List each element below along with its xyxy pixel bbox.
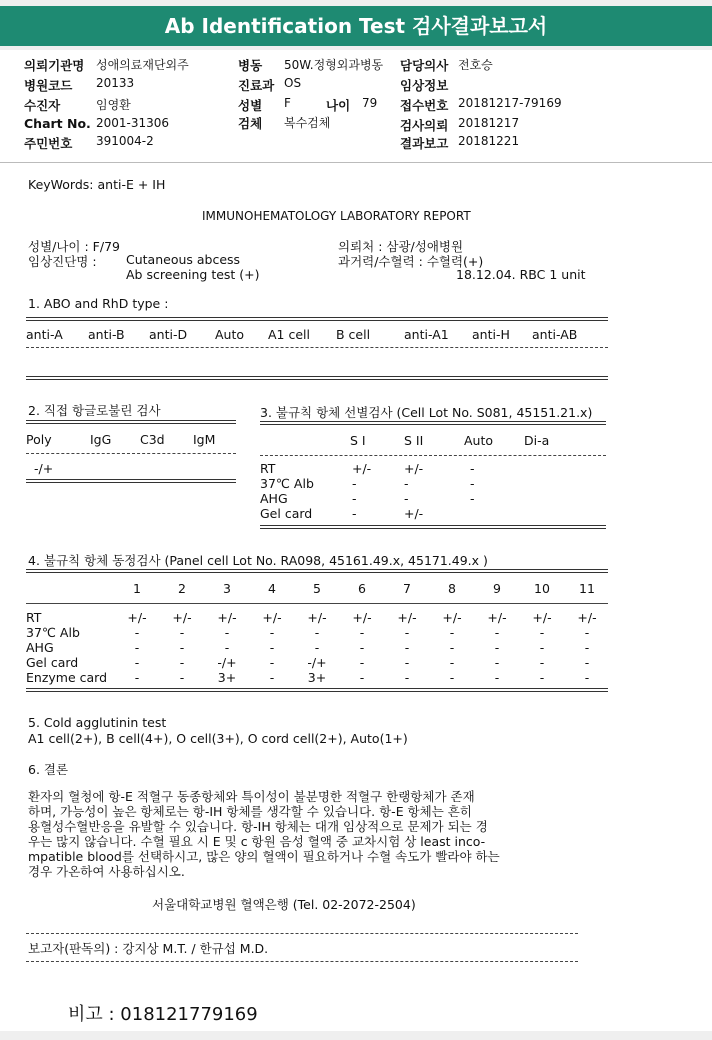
screen-cell: - [352, 506, 357, 521]
panel-cell: - [404, 655, 410, 670]
divider [26, 317, 608, 321]
blood-bank: 서울대학교병원 혈액은행 (Tel. 02-2072-2504) [152, 897, 416, 912]
panel-cell: - [449, 655, 455, 670]
requester: 의뢰처 : 삼광/성애병원 [338, 239, 464, 254]
dat-value: -/+ [34, 461, 54, 476]
divider [26, 453, 236, 454]
panel-cell: - [539, 670, 545, 685]
screen-cell: - [404, 476, 409, 491]
panel-cell: - [179, 625, 185, 640]
panel-cell: +/- [577, 610, 597, 625]
section1-title: 1. ABO and RhD type : [28, 296, 169, 311]
value-age: 79 [362, 96, 378, 110]
value-physician: 전호승 [458, 58, 493, 72]
panel-cell: -/+ [307, 655, 327, 670]
conclusion-line: 용혈성수혈반응을 유발할 수 있습니다. 항-IH 항체는 대개 임상적으로 문제가 되는 경 [28, 819, 488, 834]
label-clinical-info: 임상정보 [400, 78, 449, 93]
screen-header-1: S II [404, 433, 424, 448]
panel-cell: +/- [397, 610, 417, 625]
label-result-report: 결과보고 [400, 136, 449, 151]
panel-row-label: Gel card [26, 655, 79, 670]
label-test-request: 검사의뢰 [400, 118, 449, 133]
panel-cell: - [269, 640, 275, 655]
divider [26, 569, 608, 573]
value-specimen: 복수검체 [284, 116, 331, 130]
screen-cell: - [404, 491, 409, 506]
panel-cell: - [134, 625, 140, 640]
label-age: 나이 [326, 98, 351, 113]
abo-header-4: A1 cell [268, 327, 310, 342]
panel-cell: - [134, 655, 140, 670]
label-receipt-no: 접수번호 [400, 98, 449, 113]
sex-age: 성별/나이 : F/79 [28, 239, 120, 254]
screen-header-2: Auto [464, 433, 494, 448]
dat-header-2: C3d [140, 432, 165, 447]
label-physician: 담당의사 [400, 58, 449, 73]
value-patient: 임영환 [96, 98, 131, 112]
cold-agglutinin-result: A1 cell(2+), B cell(4+), O cell(3+), O cord cell(2+), Auto(1+) [28, 731, 408, 746]
panel-cell: - [584, 670, 590, 685]
conclusion-line: 환자의 혈청에 항-E 적혈구 동종항체와 특이성이 불분명한 적혈구 한랭항체가 존재 [28, 789, 475, 804]
divider [260, 455, 606, 456]
panel-col-8: 8 [448, 581, 456, 596]
abo-header-1: anti-B [88, 327, 125, 342]
screen-row-label: AHG [260, 491, 288, 506]
abo-header-3: Auto [215, 327, 245, 342]
panel-cell: - [269, 655, 275, 670]
panel-cell: +/- [487, 610, 507, 625]
label-department: 진료과 [238, 78, 275, 93]
label-ward: 병동 [238, 58, 263, 73]
panel-cell: - [179, 655, 185, 670]
dat-header-0: Poly [26, 432, 52, 447]
scanned-report [0, 162, 712, 1031]
divider [26, 688, 608, 692]
panel-col-9: 9 [493, 581, 501, 596]
panel-cell: - [449, 670, 455, 685]
panel-row-label: AHG [26, 640, 54, 655]
panel-cell: +/- [217, 610, 237, 625]
screen-header-0: S I [350, 433, 366, 448]
panel-cell: +/- [442, 610, 462, 625]
panel-cell: - [494, 625, 500, 640]
panel-cell: - [314, 625, 320, 640]
panel-cell: +/- [127, 610, 147, 625]
conclusion-line: 하며, 가능성이 높은 항체로는 항-IH 항체를 생각할 수 있습니다. 항-E 항체는 흔히 [28, 804, 472, 819]
value-chart-no: 2001-31306 [96, 116, 170, 130]
conclusion-line: 경우 가온하여 사용하십시오. [28, 864, 185, 879]
keywords: KeyWords: anti-E + IH [28, 177, 166, 192]
screen-row-label: RT [260, 461, 276, 476]
panel-cell: - [179, 640, 185, 655]
label-chart-no: Chart No. [24, 116, 91, 131]
panel-cell: - [584, 625, 590, 640]
value-test-request: 20181217 [458, 116, 520, 130]
diagnosis-label: 임상진단명 : [28, 254, 97, 269]
panel-cell: - [224, 640, 230, 655]
screen-cell: - [470, 491, 475, 506]
panel-cell: - [179, 670, 185, 685]
panel-cell: +/- [307, 610, 327, 625]
panel-cell: +/- [262, 610, 282, 625]
screen-cell: - [352, 491, 357, 506]
value-sex: F [284, 96, 291, 110]
panel-cell: - [494, 655, 500, 670]
conclusion-line: 우는 많지 않습니다. 수혈 필요 시 E 및 c 항원 음성 혈액 중 교차시험 상 least inco- [28, 834, 486, 849]
screen-cell: - [352, 476, 357, 491]
panel-col-4: 4 [268, 581, 276, 596]
value-result-report: 20181221 [458, 134, 520, 148]
dat-header-1: IgG [90, 432, 112, 447]
panel-col-6: 6 [358, 581, 366, 596]
divider [26, 961, 578, 962]
panel-cell: - [359, 655, 365, 670]
panel-cell: -/+ [217, 655, 237, 670]
transfusion-history: 과거력/수혈력 : 수혈력(+) [338, 254, 484, 269]
abo-header-5: B cell [336, 327, 371, 342]
panel-cell: - [539, 655, 545, 670]
divider [26, 376, 608, 380]
panel-col-2: 2 [178, 581, 186, 596]
value-receipt-no: 20181217-79169 [458, 96, 562, 110]
panel-cell: - [269, 625, 275, 640]
panel-col-11: 11 [579, 581, 595, 596]
abo-header-7: anti-H [472, 327, 510, 342]
report-heading: IMMUNOHEMATOLOGY LABORATORY REPORT [202, 209, 471, 223]
screen-row-label: Gel card [260, 506, 313, 521]
label-resident-no: 주민번호 [24, 136, 73, 151]
label-specimen: 검체 [238, 116, 263, 131]
label-hospital-code: 병원코드 [24, 78, 73, 93]
panel-col-3: 3 [223, 581, 231, 596]
abo-header-8: anti-AB [532, 327, 578, 342]
screen-cell: - [470, 476, 475, 491]
dat-header-3: IgM [193, 432, 216, 447]
panel-col-5: 5 [313, 581, 321, 596]
panel-col-10: 10 [534, 581, 550, 596]
screen-cell: +/- [352, 461, 372, 476]
panel-cell: - [494, 640, 500, 655]
panel-cell: - [539, 625, 545, 640]
panel-cell: - [134, 640, 140, 655]
section6-title: 6. 결론 [28, 762, 69, 777]
abo-header-6: anti-A1 [404, 327, 449, 342]
note: 비고 : 018121779169 [68, 1004, 258, 1025]
panel-cell: - [359, 625, 365, 640]
panel-cell: - [584, 655, 590, 670]
divider [26, 420, 236, 424]
screen-cell: +/- [404, 461, 424, 476]
abo-header-0: anti-A [26, 327, 63, 342]
report-title: Ab Identification Test 검사결과보고서 [0, 6, 712, 46]
abo-header-2: anti-D [149, 327, 188, 342]
divider [260, 421, 606, 425]
panel-cell: - [224, 625, 230, 640]
divider [26, 603, 608, 604]
label-requesting-institution: 의뢰기관명 [24, 58, 85, 73]
divider [260, 525, 606, 529]
value-resident-no: 391004-2 [96, 134, 154, 148]
panel-row-label: 37℃ Alb [26, 625, 80, 640]
panel-cell: - [404, 670, 410, 685]
conclusion-line: mpatible blood를 선택하시고, 많은 양의 혈액이 필요하거나 수혈 속도가 빨라야 하는 [28, 849, 500, 864]
panel-cell: - [404, 625, 410, 640]
diagnosis-1: Cutaneous abcess [126, 252, 241, 267]
panel-cell: +/- [532, 610, 552, 625]
panel-cell: - [404, 640, 410, 655]
panel-col-1: 1 [133, 581, 141, 596]
value-hospital-code: 20133 [96, 76, 135, 90]
panel-row-label: Enzyme card [26, 670, 108, 685]
section3-title: 3. 불규칙 항체 선별검사 (Cell Lot No. S081, 45151.21.x) [260, 405, 593, 420]
panel-cell: - [449, 625, 455, 640]
section4-title: 4. 불규칙 항체 동정검사 (Panel cell Lot No. RA098, 45161.49.x, 45171.49.x ) [28, 553, 488, 568]
panel-cell: 3+ [217, 670, 237, 685]
divider [26, 933, 578, 934]
screen-cell: +/- [404, 506, 424, 521]
value-ward: 50W.정형외과병동 [284, 58, 384, 72]
panel-col-7: 7 [403, 581, 411, 596]
panel-cell: - [494, 670, 500, 685]
diagnosis-2: Ab screening test (+) [126, 267, 260, 282]
panel-cell: - [269, 670, 275, 685]
value-requesting-institution: 성애의료재단외주 [96, 58, 189, 72]
panel-cell: - [449, 640, 455, 655]
label-sex: 성별 [238, 98, 263, 113]
reporter: 보고자(판독의) : 강지상 M.T. / 한규섭 M.D. [28, 941, 269, 956]
panel-cell: +/- [172, 610, 192, 625]
panel-cell: - [584, 640, 590, 655]
screen-row-label: 37℃ Alb [260, 476, 314, 491]
section2-title: 2. 직접 항글로불린 검사 [28, 403, 161, 418]
screen-header-3: Di-a [524, 433, 550, 448]
panel-cell: +/- [352, 610, 372, 625]
panel-cell: - [539, 640, 545, 655]
panel-cell: - [134, 670, 140, 685]
panel-cell: - [359, 640, 365, 655]
value-department: OS [284, 76, 302, 90]
transfusion-history-detail: 18.12.04. RBC 1 unit [456, 267, 586, 282]
divider [26, 347, 608, 348]
panel-cell: - [314, 640, 320, 655]
screen-cell: - [470, 461, 475, 476]
section5-title: 5. Cold agglutinin test [28, 715, 167, 730]
label-patient: 수진자 [24, 98, 61, 113]
divider [26, 479, 236, 483]
panel-cell: 3+ [307, 670, 327, 685]
panel-cell: - [359, 670, 365, 685]
patient-info-header [0, 50, 712, 162]
panel-row-label: RT [26, 610, 42, 625]
